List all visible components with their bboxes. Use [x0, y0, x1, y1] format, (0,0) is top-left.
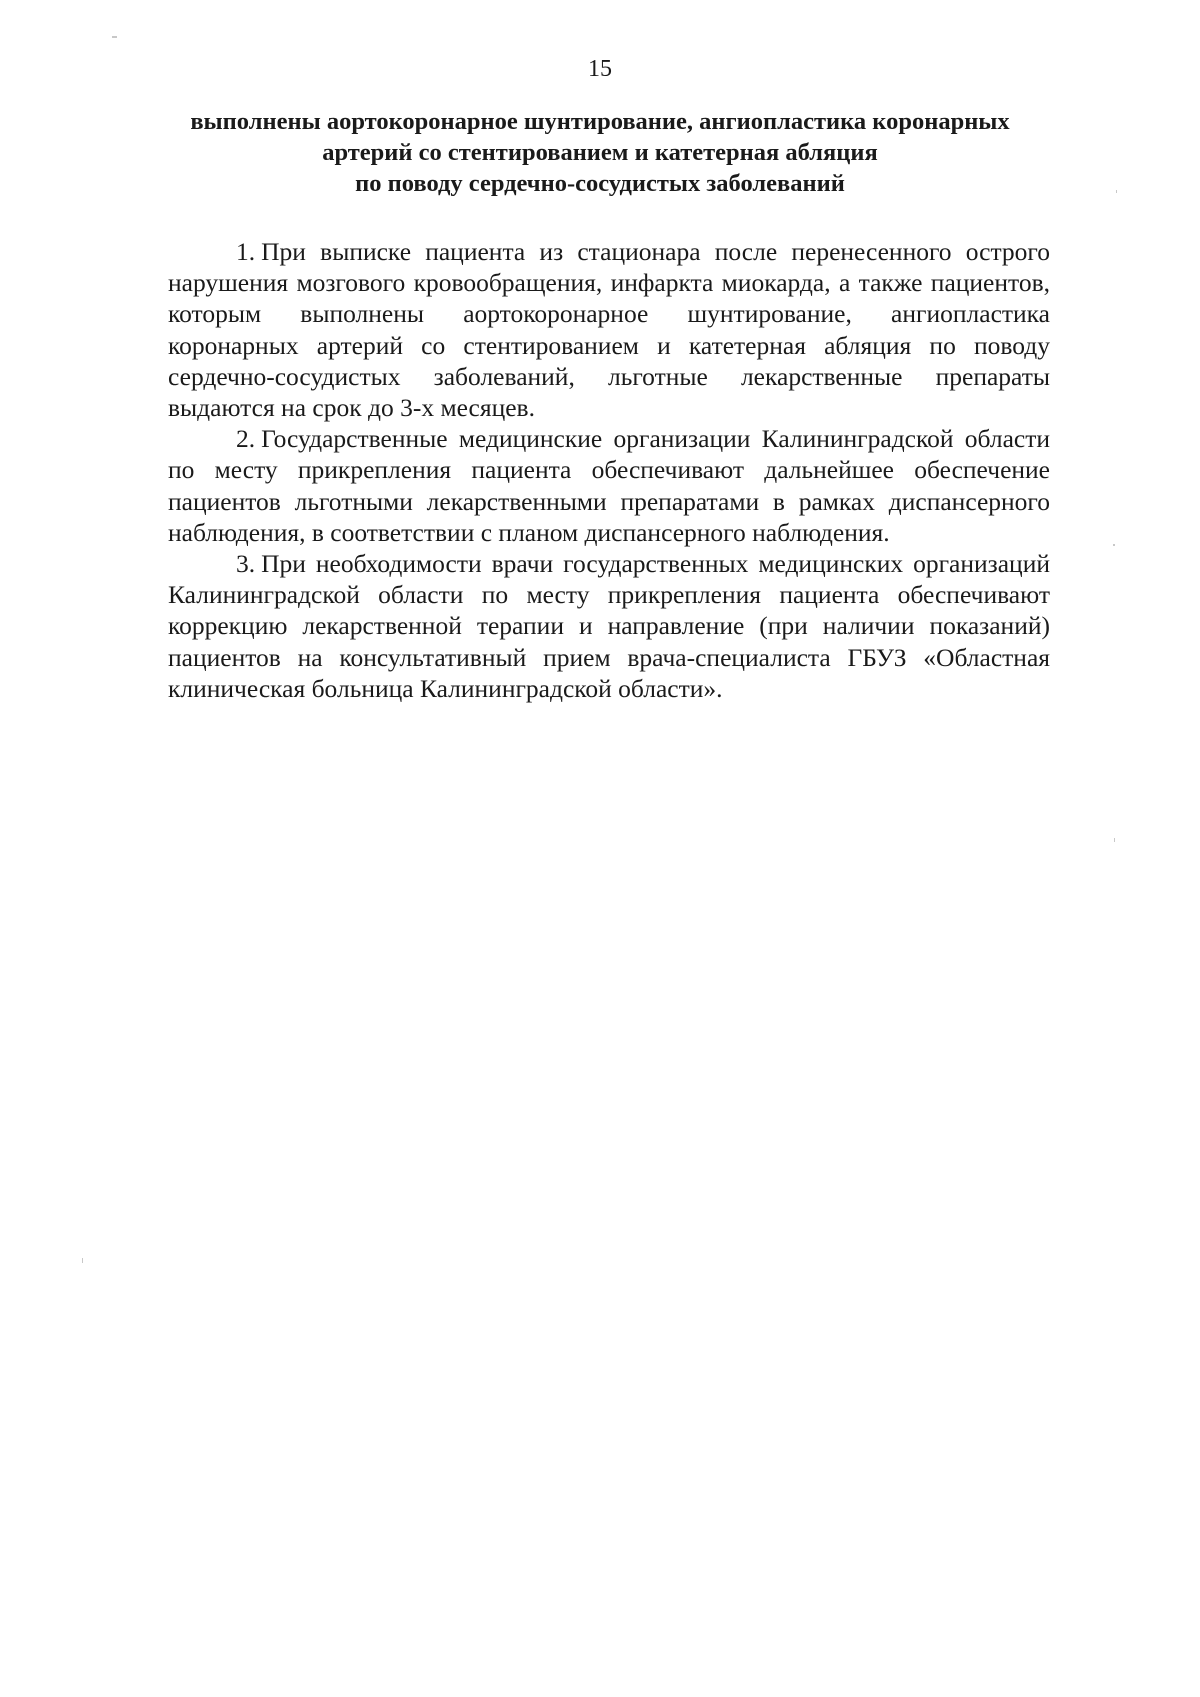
- heading-line: артерий со стентированием и катетерная абляция: [322, 139, 878, 166]
- heading-line: выполнены аортокоронарное шунтирование, ангиопластика коронарных: [190, 108, 1010, 135]
- paragraph-number: 3.: [236, 549, 256, 579]
- paragraph-1: [168, 236, 1050, 423]
- scan-artifact: [1116, 190, 1117, 193]
- paragraph-text: Государственные медицинские организации Калининградской области по месту прикрепления пациента обеспечивают дальнейшее обеспечение пациентов льготными лекарственными препаратами в рамках диспансерного наблюдения, в соответствии с планом диспансерного наблюдения.: [168, 424, 1050, 547]
- section-heading: [160, 106, 1040, 199]
- paragraph-2: [168, 423, 1050, 548]
- paragraph-text: При выписке пациента из стационара после перенесенного острого нарушения мозгового кровообращения, инфаркта миокарда, а также пациентов, которым выполнены аортокоронарное шунтирование, ангиопластика коронарных артерий со стентированием и катетерная абляция по поводу сердечно-сосудистых заболеваний, льготные лекарственные препараты выдаются на срок до 3-х месяцев.: [168, 237, 1050, 423]
- page-number: 15: [588, 56, 612, 82]
- paragraph-number: 1.: [236, 237, 256, 266]
- paragraph-text: При необходимости врачи государственных медицинских организаций Калининградской области по месту прикрепления пациента обеспечивают коррекцию лекарственной терапии и направление (при наличии показаний) пациентов на консультативный прием врача-специалиста ГБУЗ «Областная клиническая больница Калининградской области».: [168, 549, 1050, 703]
- paragraph-3: [168, 548, 1050, 704]
- scan-artifact: [1114, 838, 1115, 842]
- scan-artifact: [82, 1258, 83, 1263]
- body-text: [168, 236, 1050, 704]
- scan-artifact: [1113, 544, 1115, 546]
- paragraph-number: 2.: [236, 424, 256, 454]
- scan-artifact: [112, 36, 117, 38]
- heading-line: по поводу сердечно-сосудистых заболеваний: [355, 170, 845, 197]
